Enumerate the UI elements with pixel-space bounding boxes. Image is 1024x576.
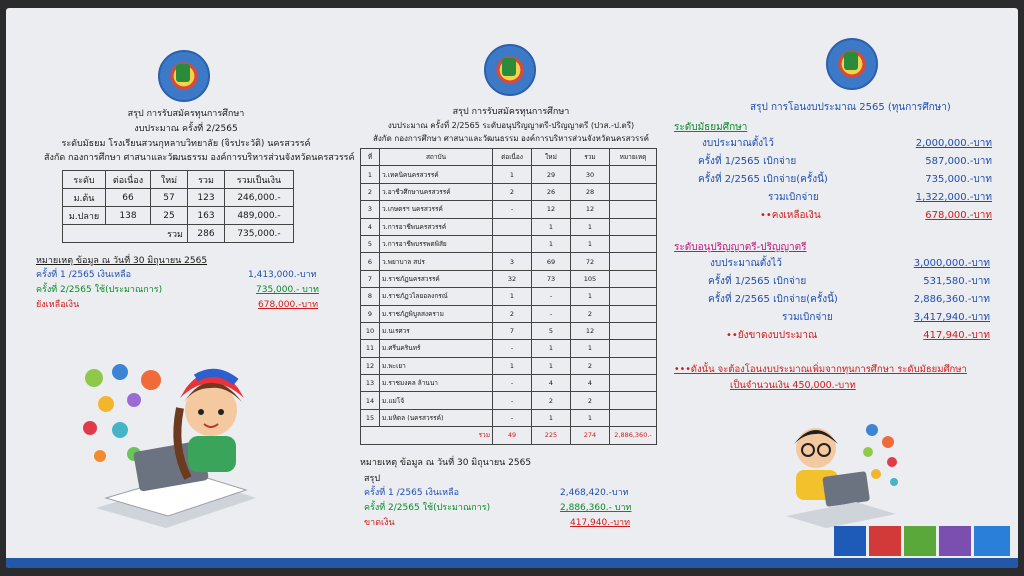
panel-budget-transfer (674, 38, 1004, 392)
panel1-note: หมายเหตุ ข้อมูล ณ วันที่ 30 มิถุนายน 2565 (36, 256, 208, 266)
panel1-subtitle: งบประมาณ ครั้งที่ 2/2565 (134, 124, 238, 134)
organization-seal-logo (484, 44, 536, 96)
sec2-line3-label: ครั้งที่ 2/2565 เบิกจ่าย(ครั้งนี้) (708, 294, 838, 305)
table-row: 14 ม.แม่โจ้ - 2 2 (361, 392, 657, 409)
panel3-title: สรุป การโอนงบประมาณ 2565 (ทุนการศึกษา) (750, 102, 951, 113)
table-row: 13 ม.ราชมงคล ล้านนา - 4 4 (361, 375, 657, 392)
sec1-line1-label: งบประมาณตั้งไว้ (702, 138, 774, 149)
table-row: ม.ปลาย 138 25 163 489,000.- (63, 207, 294, 225)
table-row: 7 ม.ราชภัฏนครสวรรค์ 32 73 105 (361, 270, 657, 287)
panel1-school: ระดับมัธยม โรงเรียนสวนกุหลาบวิทยาลัย (จิรประวัติ) นครสวรรค์ (61, 139, 311, 149)
col-amount: รวมเป็นเงิน (225, 171, 294, 189)
logo-tile (939, 526, 971, 556)
panel2-title: สรุป การรับสมัครทุนการศึกษา (452, 107, 570, 117)
col-continuing: ต่อเนื่อง (106, 171, 151, 189)
panel2-dept: สังกัด กองการศึกษา ศาสนาและวัฒนธรรม องค์การบริหารส่วนจังหวัดนครสวรรค์ (372, 134, 649, 143)
logo-tile (869, 526, 901, 556)
bottom-accent-bar (6, 558, 1018, 568)
table-row: 3 ว.เกษตรฯ นครสวรรค์ - 12 12 (361, 201, 657, 218)
sec2-line4-amount: 3,417,940.-บาท (913, 312, 990, 323)
table-row: 4 ว.การอาชีพนครสวรรค์ 1 1 (361, 218, 657, 235)
brand-logo-strip (834, 526, 1010, 556)
sec1-line2-label: ครั้งที่ 1/2565 เบิกจ่าย (698, 156, 797, 167)
table-row: 6 ว.พยาบาล สปร 3 69 72 (361, 253, 657, 270)
col-remark: หมายเหตุ (610, 149, 657, 166)
sec1-line5-amount: 678,000.-บาท (925, 210, 992, 221)
table-total-row: รวม 286 735,000.- (63, 225, 294, 243)
table-row: ม.ต้น 66 57 123 246,000.- (63, 189, 294, 207)
sec2-line2-label: ครั้งที่ 1/2565 เบิกจ่าย (708, 276, 807, 287)
panel2-line1-label: ครั้งที่ 1 /2565 เงินเหลือ (364, 487, 459, 498)
panel2-note: หมายเหตุ ข้อมูล ณ วันที่ 30 มิถุนายน 2565 (360, 457, 532, 468)
organization-seal-logo (826, 38, 878, 90)
panel1-line3-amount: 678,000.-บาท (258, 300, 319, 310)
table-row: 10 ม.นเรศวร 7 5 12 (361, 322, 657, 339)
student-boy-laptop-illustration (776, 418, 906, 528)
panel3-conclusion-line2: เป็นจำนวนเงิน 450,000.-บาท (730, 380, 856, 391)
sec2-line5-label: ••ยังขาดงบประมาณ (726, 330, 818, 341)
sec2-line4-label: รวมเบิกจ่าย (782, 312, 833, 323)
col-level: ระดับ (63, 171, 106, 189)
student-girl-laptop-illustration (76, 358, 266, 528)
panel2-subtitle: งบประมาณ ครั้งที่ 2/2565 ระดับอนุปริญญาตรี-ปริญญาตรี (ปวส.-ป.ตรี) (387, 121, 635, 130)
sec2-line3-amount: 2,886,360.-บาท (913, 294, 990, 305)
col-continuing: ต่อเนื่อง (493, 149, 532, 166)
panel1-dept: สังกัด กองการศึกษา ศาสนาและวัฒนธรรม องค์การบริหารส่วนจังหวัดนครสวรรค์ (44, 153, 355, 163)
table-row: 15 ม.มหิดล (นครสวรรค์) - 1 1 (361, 409, 657, 426)
panel2-line1-amount: 2,468,420.-บาท (560, 487, 629, 498)
panel2-line3-amount: 417,940.-บาท (570, 517, 631, 528)
presentation-screen (6, 8, 1018, 568)
table-row: 12 ม.พะเยา 1 1 2 (361, 357, 657, 374)
panel3-sec2-heading: ระดับอนุปริญญาตรี-ปริญญาตรี (674, 242, 807, 253)
table-row: 11 ม.ศรีนครินทร์ - 1 1 (361, 340, 657, 357)
sec2-line1-label: งบประมาณตั้งไว้ (710, 258, 782, 269)
panel2-line2-label: ครั้งที่ 2/2565 ใช้(ประมาณการ) (364, 502, 491, 513)
sec1-line3-label: ครั้งที่ 2/2565 เบิกจ่าย(ครั้งนี้) (698, 174, 828, 185)
sec1-line3-amount: 735,000.-บาท (925, 174, 992, 185)
sec1-line4-amount: 1,322,000.-บาท (915, 192, 992, 203)
organization-seal-logo (158, 50, 210, 102)
panel1-line2-amount: 735,000.- บาท (256, 285, 319, 295)
panel2-line2-amount: 2,886,360.- บาท (560, 502, 632, 513)
logo-tile (904, 526, 936, 556)
panel2-table (360, 148, 657, 445)
panel-secondary-scholarship (36, 50, 355, 315)
sec1-line1-amount: 2,000,000.-บาท (915, 138, 992, 149)
sec2-line2-amount: 531,580.-บาท (923, 276, 990, 287)
col-total: รวม (188, 171, 225, 189)
panel1-table (62, 170, 294, 243)
table-row: 1 ว.เทคนิคนครสวรรค์ 1 29 30 (361, 166, 657, 183)
panel1-title: สรุป การรับสมัครทุนการศึกษา (127, 109, 245, 119)
panel2-line3-label: ขาดเงิน (364, 517, 395, 528)
panel3-conclusion-line1: •••ดังนั้น จะต้องโอนงบประมาณเพิ่มจากทุนการศึกษา ระดับมัธยมศึกษา (674, 364, 967, 375)
panel3-sec1-heading: ระดับมัธยมศึกษา (674, 122, 748, 133)
table-row: 5 ว.การอาชีพบรรพตพิสัย 1 1 (361, 235, 657, 252)
col-new: ใหม่ (151, 171, 188, 189)
table-total-row: รวม 49 225 274 2,886,360.- (361, 427, 657, 444)
panel2-summary-label: สรุป (364, 473, 381, 484)
logo-tile (834, 526, 866, 556)
col-total: รวม (571, 149, 610, 166)
panel1-line2-label: ครั้งที่ 2/2565 ใช้(ประมาณการ) (36, 285, 163, 295)
panel-university-scholarship (346, 44, 676, 529)
table-row: 2 ว.อาชีวศึกษานครสวรรค์ 2 26 28 (361, 183, 657, 200)
col-no: ที่ (361, 149, 380, 166)
sec1-line5-label: ••คงเหลือเงิน (760, 210, 821, 221)
col-institution: สถาบัน (380, 149, 493, 166)
table-row: 9 ม.ราชภัฏพิบูลสงคราม 2 - 2 (361, 305, 657, 322)
sec1-line4-label: รวมเบิกจ่าย (768, 192, 819, 203)
panel1-line1-amount: 1,413,000.-บาท (248, 270, 317, 280)
panel1-line1-label: ครั้งที่ 1 /2565 เงินเหลือ (36, 270, 131, 280)
sec1-line2-amount: 587,000.-บาท (925, 156, 992, 167)
sec2-line1-amount: 3,000,000.-บาท (913, 258, 990, 269)
logo-tile (974, 526, 1010, 556)
table-row: 8 ม.ราชภัฏวไลยอลงกรณ์ 1 - 1 (361, 288, 657, 305)
col-new: ใหม่ (532, 149, 571, 166)
sec2-line5-amount: 417,940.-บาท (923, 330, 990, 341)
panel1-line3-label: ยังเหลือเงิน (36, 300, 80, 310)
